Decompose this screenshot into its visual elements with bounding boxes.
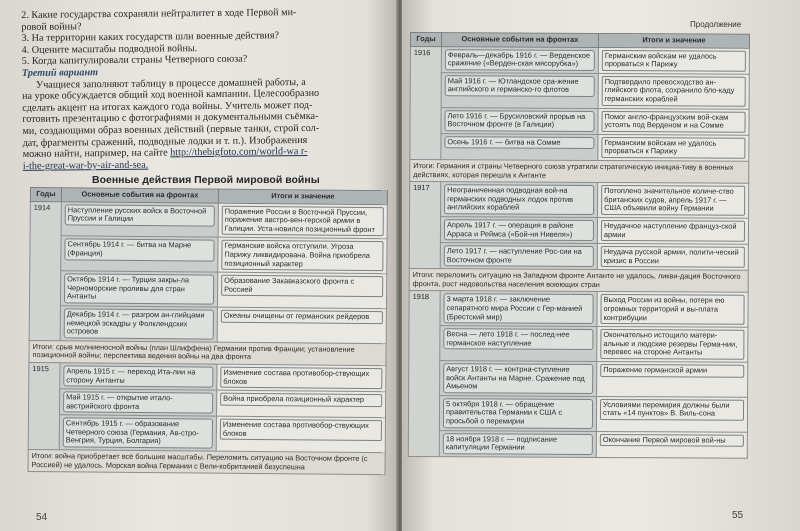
result-cell — [218, 203, 387, 239]
result-text: Окончательно истощило матери-альные и людские резервы Герма-нии, перевес на стороне Антанты — [600, 329, 744, 360]
result-cell — [598, 47, 749, 74]
result-cell — [598, 73, 749, 109]
table-row — [410, 46, 749, 74]
event-text: Апрель 1915 г. — переход Ита-лии на сторону Антанты — [63, 365, 213, 387]
result-cell — [597, 244, 748, 271]
table-row — [409, 243, 748, 271]
col-header-events: Основные события на фронтах — [61, 188, 218, 203]
table-row — [30, 201, 387, 239]
col-header-results: Итоги и значение — [218, 189, 387, 204]
result-text: Изменение состава противобор-ствующих блоков — [220, 419, 382, 442]
question-line: 4. Оцените масштабы подводной войны. — [21, 42, 198, 56]
event-cell — [60, 271, 217, 307]
result-cell — [598, 108, 749, 135]
table-row — [29, 305, 386, 343]
summary-row — [410, 159, 749, 183]
result-cell — [217, 272, 386, 308]
result-text: Условиями перемирия должны были стать «14 пунктов» В. Виль-сона — [600, 399, 744, 421]
page-number-left: 54 — [36, 512, 48, 523]
website-link-continued[interactable]: i-the-great-war-by-air-and-sea. — [22, 159, 149, 172]
event-cell — [60, 306, 217, 342]
summary-row — [28, 450, 385, 475]
summary-row — [29, 340, 386, 365]
result-cell — [598, 183, 749, 219]
year-cell: 1917 — [409, 182, 440, 269]
event-cell — [61, 236, 218, 272]
table-row — [410, 182, 749, 219]
event-text: Лето 1917 г. — наступление Рос-сии на Восточном фронте — [444, 245, 594, 267]
summary-cell: Итоги: переломить ситуацию на Западном фронте Антанте не удалось, ликви-дация Восточного фронта, рост недовольства населения воюющих стран — [409, 269, 748, 293]
table-row — [28, 415, 385, 453]
event-text: Декабрь 1914 г. — разгром ан-глийцами немецкой эскадры у Фолклендских островов — [64, 308, 214, 339]
result-text: Неудача русской армии, полити-ческий кризис в России — [601, 246, 745, 268]
paragraph-line: ми, создающими образ военных действий (первые танки, строй сол- — [22, 122, 320, 137]
col-header-years: Годы — [410, 33, 441, 47]
summary-cell: Итоги: война приобретает всё большие масштабы. Переломить ситуацию на Восточном фронте (с Россией) не удалось. Морская война Германии с Вели-кобританией безуспешна — [28, 450, 385, 475]
event-cell — [60, 389, 217, 417]
questions-block — [21, 6, 393, 172]
question-line: ровой войны? — [21, 20, 82, 33]
table-row — [29, 271, 386, 309]
table-row — [409, 291, 748, 328]
event-cell — [441, 46, 598, 73]
event-cell — [439, 395, 596, 431]
paragraph-line-end: можно найти, например, на сайте — [22, 147, 168, 161]
event-text: Февраль—декабрь 1916 г. — Верденское сражение («Верден-ская мясорубка») — [445, 49, 595, 71]
question-line: 3. На территории каких государств шли военные действия? — [21, 30, 280, 45]
year-cell: 1916 — [410, 46, 442, 160]
result-cell — [596, 396, 747, 432]
summary-cell: Итоги: срыв молниеносной войны (план Шлиффена) Германии против Франции; установление позиционной войны; перспектива ведения войны на два фронта — [29, 340, 386, 365]
result-text: Окончание Первой мировой вой-ны — [600, 434, 744, 447]
result-text: Образование Закавказского фронта с Россией — [221, 275, 383, 298]
result-cell — [597, 292, 748, 328]
table-row — [408, 430, 747, 458]
event-cell — [440, 243, 597, 270]
table-row — [410, 133, 749, 161]
year-cell: 1914 — [29, 201, 61, 340]
event-cell — [440, 217, 597, 244]
result-text: Подтвердило превосходство ан-глийского флота, сохранило бло-каду германских кораблей — [602, 76, 746, 107]
war-events-table-right — [408, 32, 750, 459]
event-text: Август 1918 г. — контрна-ступление войск Антанты на Марне. Сражение под Амьеном — [443, 363, 593, 394]
paragraph-line: сделать акцент на итогах каждого года войны. Учитель может под- — [22, 99, 313, 114]
result-text: Германским войскам не удалось прорваться к Парижу — [601, 137, 745, 159]
event-text: Май 1915 г. — открытие итало-австрийского фронта — [63, 391, 213, 413]
event-cell — [61, 201, 218, 237]
table-title: Военные действия Первой мировой войны — [92, 174, 320, 186]
paragraph-line: на уроке обсуждается общий ход военной кампании. Целесообразно — [22, 87, 320, 103]
event-cell — [60, 363, 217, 391]
result-cell — [216, 416, 385, 452]
event-cell — [440, 291, 597, 327]
table-row — [410, 107, 749, 135]
right-page — [402, 0, 800, 531]
event-text: 18 ноября 1918 г. — подписание капитуляции Германии — [443, 433, 593, 455]
event-text: Сентябрь 1915 г. — образование Четверного союза (Германия, Ав-стро-Венгрия, Турция, Болгария) — [63, 418, 213, 449]
event-text: Лето 1916 г. — Брусиловский прорыв на Восточном фронте (в Галиции) — [444, 110, 594, 132]
event-cell — [439, 430, 596, 457]
result-cell — [217, 390, 386, 418]
continued-label: Продолжение — [690, 20, 742, 29]
event-cell — [440, 326, 597, 362]
question-line: 5. Когда капитулировали страны Четверного союза? — [21, 53, 248, 68]
paragraph-line: готовить презентацию с фотографиями и документальными съёмка- — [22, 111, 319, 126]
event-cell — [441, 182, 598, 218]
table-row — [409, 326, 748, 363]
paragraph-line: дат, фрагменты сражений, подводные лодки и т. п.). Изображения — [22, 134, 308, 149]
event-text: Весна — лето 1918 г. — послед-нее германское наступление — [443, 328, 593, 350]
question-line: 2. Какие государства сохраняли нейтралитет в ходе Первой ми- — [21, 7, 297, 21]
result-text: Выход России из войны, потеря ею огромных территорий и вы-плата контрибуции — [600, 294, 744, 325]
col-header-events: Основные события на фронтах — [441, 33, 598, 47]
page-number-right: 55 — [732, 510, 744, 521]
table-row — [29, 389, 386, 418]
result-cell — [596, 431, 747, 458]
event-text: 5 октября 1918 г. — обращение правительства Германии к США с просьбой о перемирии — [443, 398, 593, 429]
year-cell: 1918 — [408, 291, 440, 456]
event-cell — [59, 415, 216, 451]
table-row — [409, 361, 748, 398]
table-row — [408, 395, 747, 432]
result-cell — [598, 134, 749, 161]
result-cell — [597, 362, 748, 398]
event-text: Осень 1916 г. — битва на Сомме — [444, 136, 594, 149]
result-text: Поражение германской армии — [600, 364, 744, 377]
result-text: Война приобрела позиционный характер — [220, 393, 382, 407]
paragraph-line: Учащиеся заполняют таблицу в процессе домашней работы, а — [35, 76, 306, 91]
result-cell — [597, 327, 748, 363]
event-text: Наступление русских войск в Восточной Пруссии и Галиции — [65, 204, 215, 226]
result-cell — [597, 217, 748, 244]
event-text: Апрель 1917 г. — операция в районе Арраса и Реймса («Бой-ня Нивеля») — [444, 219, 594, 241]
event-text: Неограниченная подводная вой-на германских подводных лодок против английских кораблей — [444, 184, 594, 215]
result-cell — [217, 307, 386, 343]
table-row — [29, 362, 386, 391]
col-header-years: Годы — [30, 188, 61, 202]
left-page — [0, 0, 398, 531]
result-text: Океаны очищены от германских рейдеров — [221, 310, 383, 324]
war-events-table-left — [28, 187, 388, 475]
event-text: Сентябрь 1914 г. — битва на Марне (Франция) — [64, 239, 214, 261]
event-cell — [441, 133, 598, 160]
result-cell — [218, 238, 387, 274]
result-text: Изменение состава противобор-ствующих блоков — [220, 367, 382, 390]
event-text: Май 1916 г. — Ютландское сра-жение английского и германско-го флотов — [445, 75, 595, 97]
result-text: Потоплено значительное количе-ство британских судов, апрель 1917 г. — США объявили войну Германии — [601, 185, 745, 216]
result-text: Поражение России в Восточной Пруссии, поражение австро-вен-герской армии в Галиции. Уста-новился позиционный фронт — [222, 205, 384, 236]
result-text: Германские войска отступили. Угроза Парижу ликвидирована. Война приобрела позиционный характер — [221, 240, 383, 271]
event-cell — [441, 72, 598, 108]
table-row — [410, 72, 749, 109]
result-cell — [217, 364, 386, 392]
event-text: Октябрь 1914 г. — Турция закры-ла Черноморские проливы для стран Антанты — [64, 273, 214, 304]
event-cell — [441, 107, 598, 134]
result-text: Германским войскам не удалось прорваться к Парижу — [602, 50, 746, 72]
col-header-results: Итоги и значение — [598, 33, 749, 47]
table-row — [30, 236, 387, 274]
year-cell: 1915 — [28, 362, 60, 449]
summary-cell: Итоги: Германия и страны Четверного союза утратили стратегическую инициа-тиву в военных действиях, которая перешла к Антанте — [410, 159, 749, 183]
table-row — [409, 216, 748, 244]
result-text: Помог англо-французским вой-скам устоять под Верденом и на Сомме — [601, 111, 745, 133]
summary-row — [409, 269, 748, 293]
variant-heading: Третий вариант — [21, 67, 99, 79]
event-text: 3 марта 1918 г. — заключение сепаратного мира России с Гер-манией (Брестский мир) — [443, 294, 593, 325]
result-text: Неудачное наступление француз-ской армии — [601, 220, 745, 242]
website-link[interactable]: http://thebigfoto.com/world-wa r- — [170, 146, 308, 159]
event-cell — [440, 361, 597, 397]
